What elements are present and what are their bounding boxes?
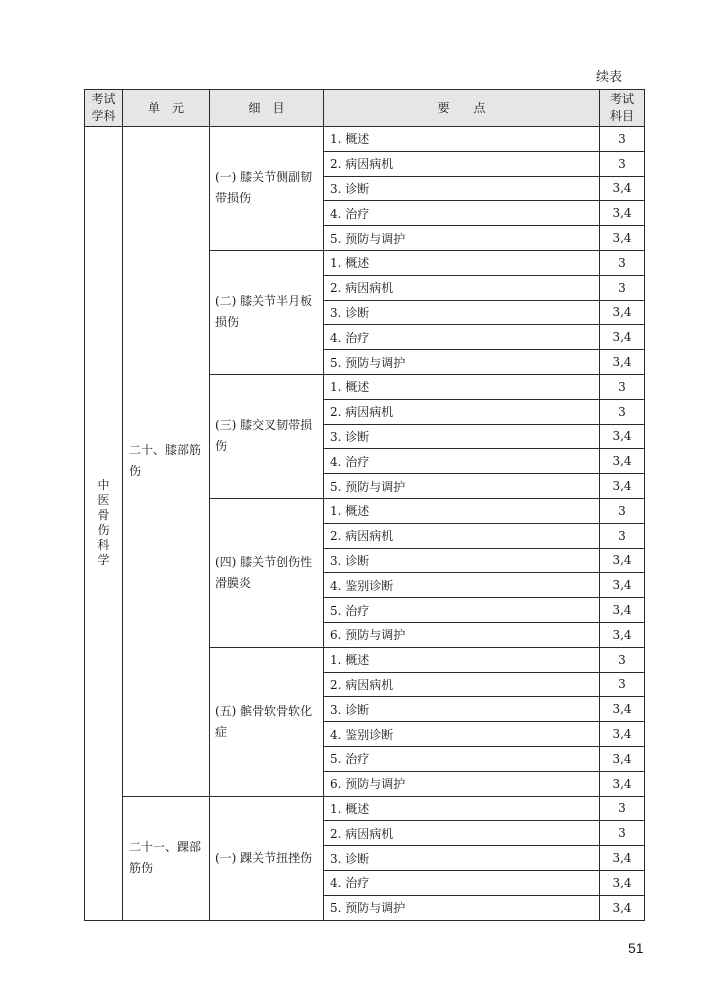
- point-item: 4. 治疗: [324, 325, 600, 350]
- detail-cell: (五) 髌骨软骨软化症: [210, 647, 324, 796]
- exam-subject-cell: 3,4: [600, 622, 645, 647]
- exam-subject-cell: 3: [600, 275, 645, 300]
- point-item: 3. 诊断: [324, 300, 600, 325]
- unit-cell: 二十一、踝部筋伤: [123, 796, 210, 920]
- exam-subject-cell: 3,4: [600, 573, 645, 598]
- exam-subject-cell: 3: [600, 796, 645, 821]
- header-points: 要 点: [324, 90, 600, 127]
- syllabus-table: [84, 89, 645, 921]
- point-item: 2. 病因病机: [324, 151, 600, 176]
- exam-subject-cell: 3: [600, 821, 645, 846]
- point-item: 1. 概述: [324, 250, 600, 275]
- point-item: 3. 诊断: [324, 176, 600, 201]
- point-item: 4. 治疗: [324, 449, 600, 474]
- exam-subject-cell: 3: [600, 647, 645, 672]
- page-number: 51: [628, 940, 644, 956]
- exam-subject-cell: 3,4: [600, 697, 645, 722]
- point-item: 5. 治疗: [324, 746, 600, 771]
- detail-cell: (四) 膝关节创伤性滑膜炎: [210, 498, 324, 647]
- exam-subject-cell: 3,4: [600, 548, 645, 573]
- point-item: 2. 病因病机: [324, 275, 600, 300]
- point-item: 6. 预防与调护: [324, 622, 600, 647]
- point-item: 4. 治疗: [324, 201, 600, 226]
- point-item: 4. 鉴别诊断: [324, 722, 600, 747]
- point-item: 5. 治疗: [324, 598, 600, 623]
- exam-subject-cell: 3: [600, 127, 645, 152]
- point-item: 1. 概述: [324, 127, 600, 152]
- point-item: 5. 预防与调护: [324, 895, 600, 920]
- exam-subject-cell: 3: [600, 151, 645, 176]
- point-item: 3. 诊断: [324, 548, 600, 573]
- exam-subject-cell: 3,4: [600, 722, 645, 747]
- exam-subject-cell: 3: [600, 399, 645, 424]
- unit-cell: 二十、膝部筋伤: [123, 127, 210, 797]
- exam-subject-cell: 3: [600, 498, 645, 523]
- exam-subject-cell: 3,4: [600, 846, 645, 871]
- point-item: 2. 病因病机: [324, 399, 600, 424]
- point-item: 6. 预防与调护: [324, 771, 600, 796]
- point-item: 1. 概述: [324, 647, 600, 672]
- point-item: 2. 病因病机: [324, 523, 600, 548]
- exam-subject-cell: 3,4: [600, 771, 645, 796]
- header-detail: 细 目: [210, 90, 324, 127]
- point-item: 1. 概述: [324, 796, 600, 821]
- point-item: 5. 预防与调护: [324, 474, 600, 499]
- subject-cell: [85, 127, 123, 921]
- table-body: [85, 127, 645, 921]
- point-item: 2. 病因病机: [324, 821, 600, 846]
- table-row: [85, 796, 645, 821]
- exam-subject-cell: 3,4: [600, 300, 645, 325]
- point-item: 2. 病因病机: [324, 672, 600, 697]
- exam-subject-cell: 3,4: [600, 226, 645, 251]
- subject-label: 中医骨伤科学: [97, 478, 110, 568]
- exam-subject-cell: 3: [600, 523, 645, 548]
- exam-subject-cell: 3,4: [600, 895, 645, 920]
- point-item: 5. 预防与调护: [324, 226, 600, 251]
- detail-cell: (一) 踝关节扭挫伤: [210, 796, 324, 920]
- header-exam-subject: 考试 科目: [600, 90, 645, 127]
- exam-subject-cell: 3,4: [600, 746, 645, 771]
- point-item: 4. 治疗: [324, 870, 600, 895]
- table-header-row: [85, 90, 645, 127]
- point-item: 4. 鉴别诊断: [324, 573, 600, 598]
- exam-subject-cell: 3: [600, 250, 645, 275]
- header-unit: 单 元: [123, 90, 210, 127]
- detail-cell: (一) 膝关节侧副韧带损伤: [210, 127, 324, 251]
- continuation-label: 续表: [596, 70, 623, 85]
- table-row: [85, 127, 645, 152]
- point-item: 1. 概述: [324, 498, 600, 523]
- header-subject: 考试 学科: [85, 90, 123, 127]
- exam-subject-cell: 3,4: [600, 350, 645, 375]
- point-item: 1. 概述: [324, 374, 600, 399]
- detail-cell: (三) 膝交叉韧带损伤: [210, 374, 324, 498]
- point-item: 3. 诊断: [324, 424, 600, 449]
- exam-subject-cell: 3,4: [600, 598, 645, 623]
- detail-cell: (二) 膝关节半月板损伤: [210, 250, 324, 374]
- point-item: 5. 预防与调护: [324, 350, 600, 375]
- exam-subject-cell: 3,4: [600, 325, 645, 350]
- exam-subject-cell: 3: [600, 672, 645, 697]
- exam-subject-cell: 3,4: [600, 449, 645, 474]
- exam-subject-cell: 3,4: [600, 176, 645, 201]
- exam-subject-cell: 3,4: [600, 201, 645, 226]
- exam-subject-cell: 3,4: [600, 424, 645, 449]
- exam-subject-cell: 3,4: [600, 870, 645, 895]
- point-item: 3. 诊断: [324, 846, 600, 871]
- exam-subject-cell: 3,4: [600, 474, 645, 499]
- exam-subject-cell: 3: [600, 374, 645, 399]
- point-item: 3. 诊断: [324, 697, 600, 722]
